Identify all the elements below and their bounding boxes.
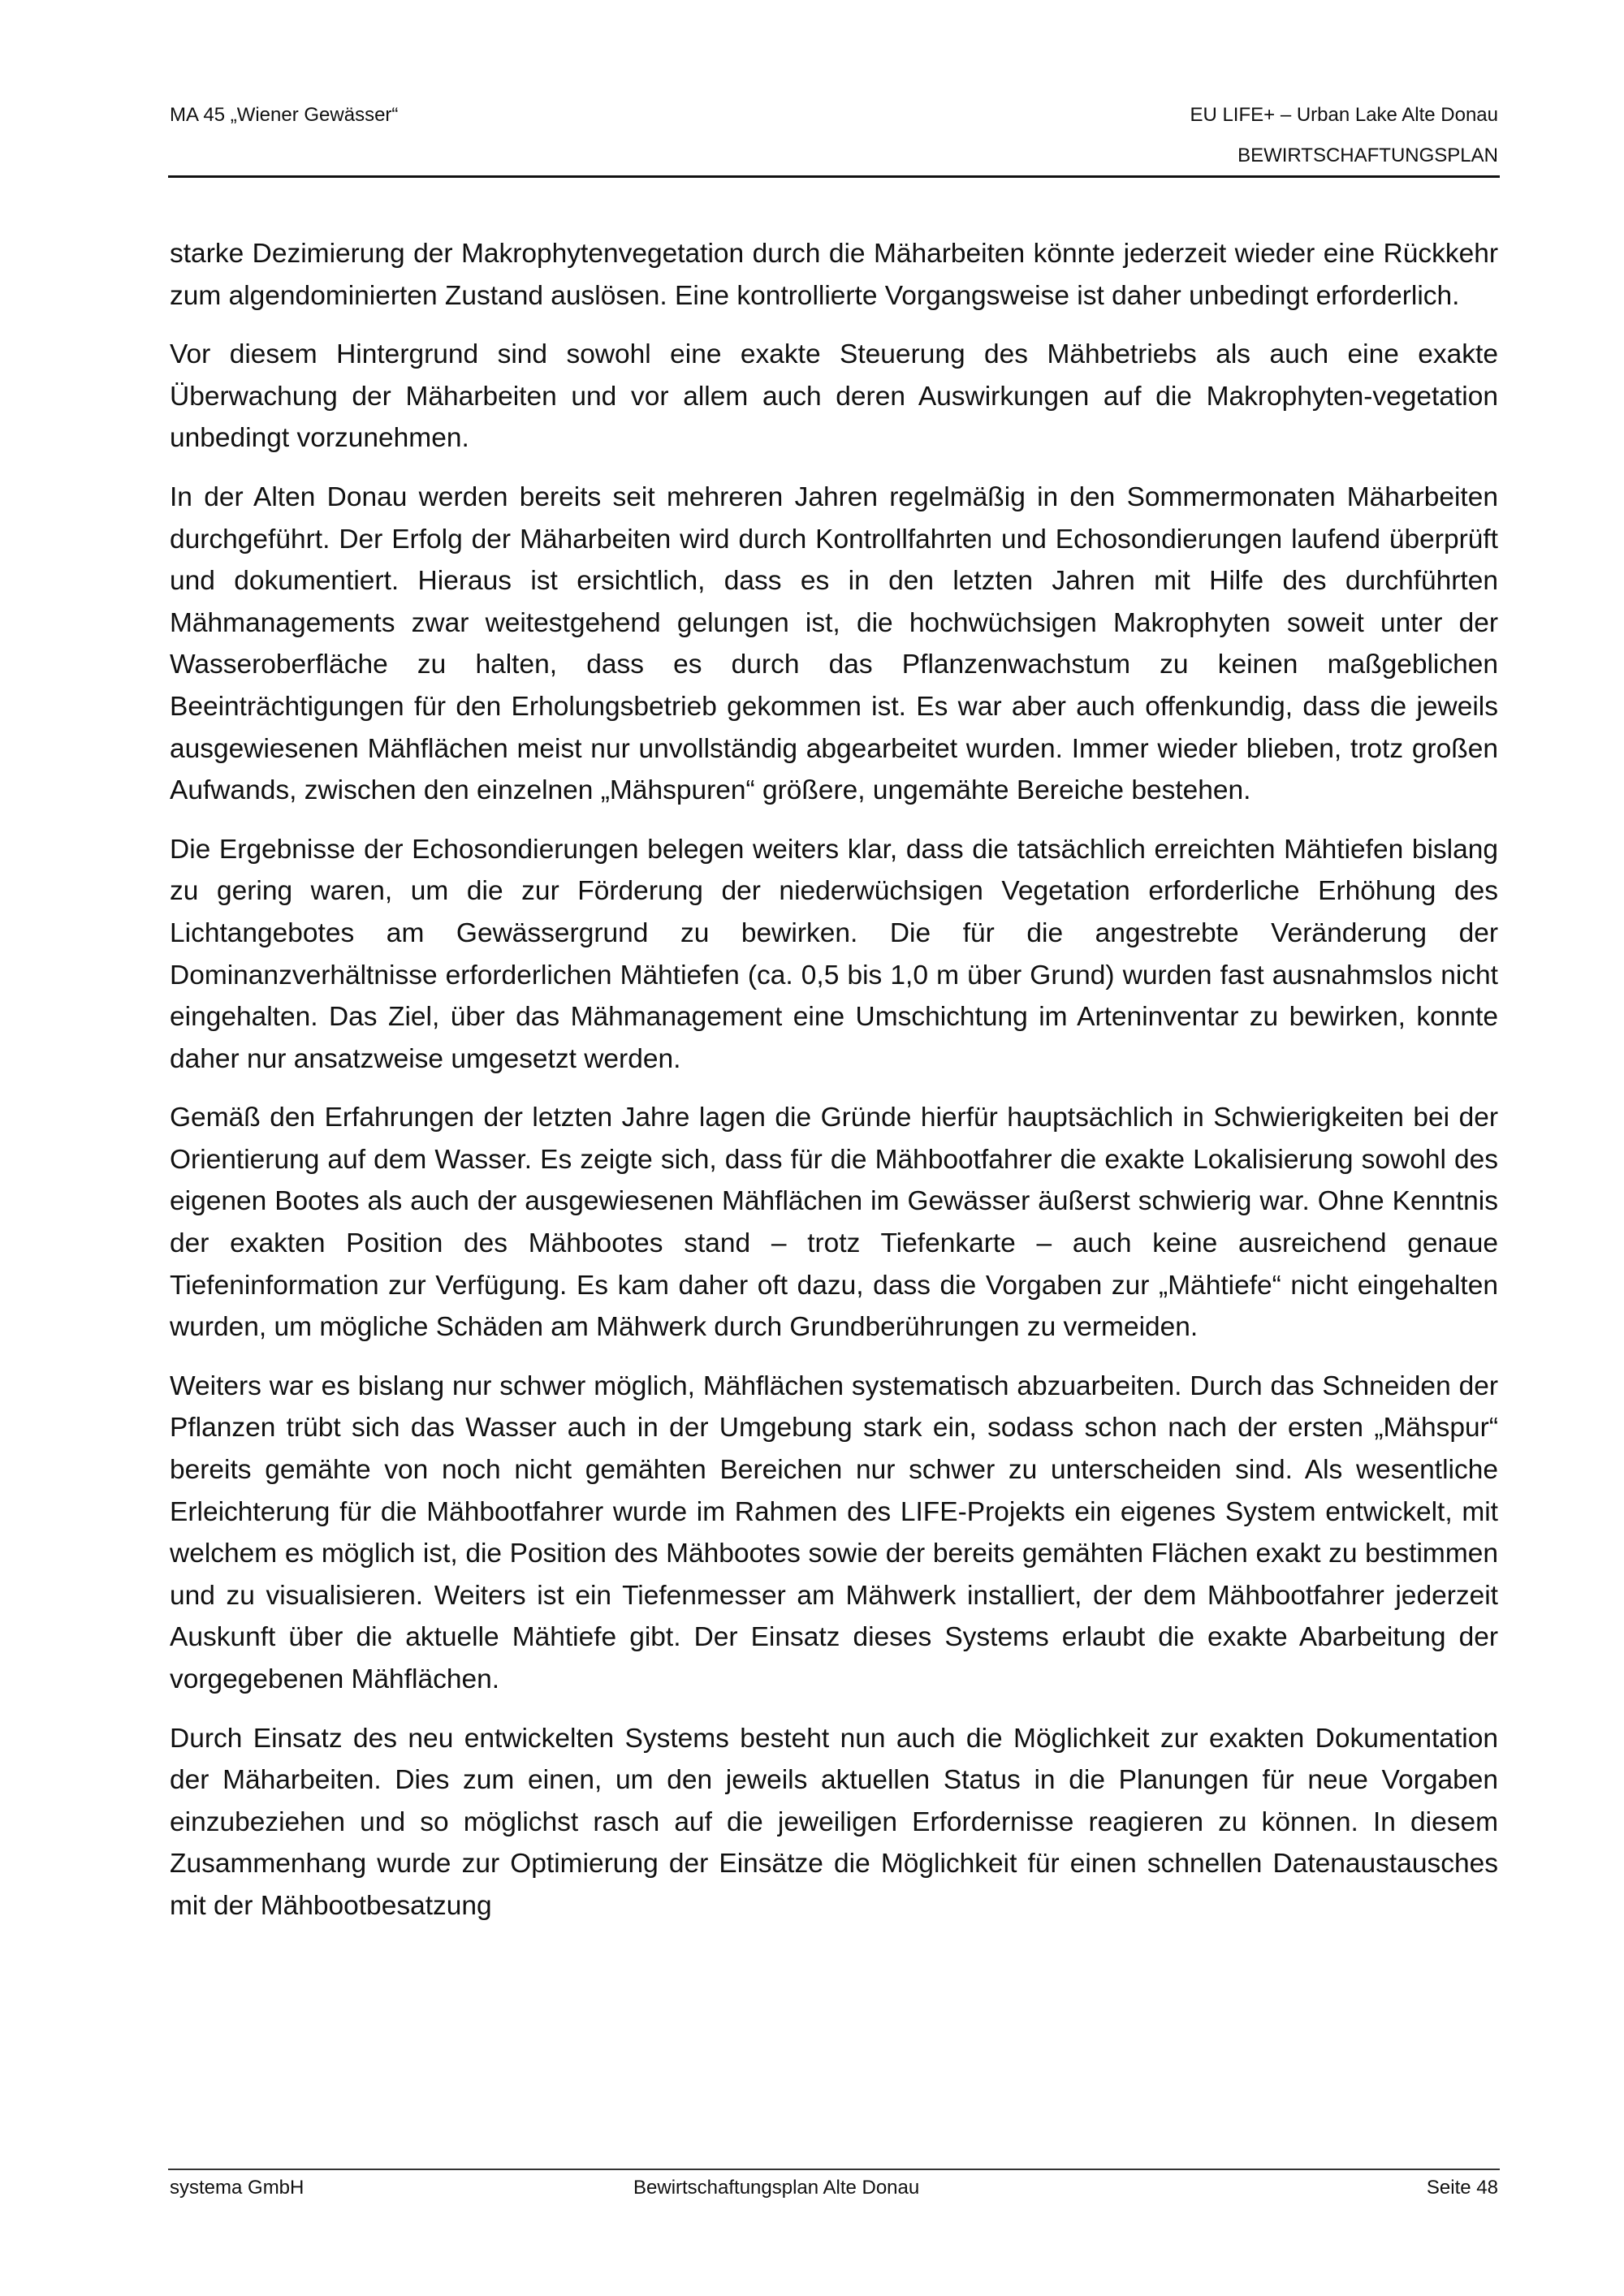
header-divider: [168, 175, 1500, 178]
paragraph: Durch Einsatz des neu entwickelten Systems besteht nun auch die Möglichkeit zur exakten Dokumentation der Mäharbeiten. Dies zum einen, um den jeweils aktuellen Status in die Planungen für neue Vorgaben einzubeziehen und so möglichst rasch auf die jeweiligen Erfordernisse reagieren zu können. In diesem Zusammenhang wurde zur Optimierung der Einsätze die Möglichkeit für einen schnellen Datenaustausches mit der Mähbootbesatzung: [170, 1723, 1498, 1921]
header-project: EU LIFE+ – Urban Lake Alte Donau: [1190, 104, 1498, 126]
header-document-type: BEWIRTSCHAFTUNGSPLAN: [1237, 145, 1498, 166]
paragraph: Die Ergebnisse der Echosondierungen belegen weiters klar, dass die tatsächlich erreichten Mähtiefen bislang zu gering waren, um die zur Förderung der niederwüchsigen Vegetation erforderliche Erhöhung des Lichtangebotes am Gewässergrund zu bewirken. Die für die angestrebte Veränderung der Dominanzverhältnisse erforderlichen Mähtiefen (ca. 0,5 bis 1,0 m über Grund) wurden fast ausnahmslos nicht eingehalten. Das Ziel, über das Mähmanagement eine Umschichtung im Arteninventar zu bewirken, konnte daher nur ansatzweise umgesetzt werden.: [170, 834, 1498, 1074]
paragraph: Weiters war es bislang nur schwer möglich, Mähflächen systematisch abzuarbeiten. Durch das Schneiden der Pflanzen trübt sich das Wasser auch in der Umgebung stark ein, sodass schon nach der ersten „Mähspur“ bereits gemähte von noch nicht gemähten Bereichen nur schwer zu unterscheiden sind. Als wesentliche Erleichterung für die Mähbootfahrer wurde im Rahmen des LIFE-Projekts ein eigenes System entwickelt, mit welchem es möglich ist, die Position des Mähbootes sowie der bereits gemähten Flächen exakt zu bestimmen und zu visualisieren. Weiters ist ein Tiefenmesser am Mähwerk installiert, der dem Mähbootfahrer jederzeit Auskunft über die aktuelle Mähtiefe gibt. Der Einsatz dieses Systems erlaubt die exakte Abarbeitung der vorgegebenen Mähflächen.: [170, 1370, 1498, 1694]
header-organization: MA 45 „Wiener Gewässer“: [170, 104, 399, 126]
body-text: [170, 233, 1498, 1944]
paragraph: Vor diesem Hintergrund sind sowohl eine exakte Steuerung des Mähbetriebs als auch eine exakte Überwachung der Mäharbeiten und vor allem auch deren Auswirkungen auf die Makrophyten-vegetation unbedingt vorzunehmen.: [170, 339, 1498, 454]
paragraph: starke Dezimierung der Makrophytenvegetation durch die Mäharbeiten könnte jederzeit wieder eine Rückkehr zum algendominierten Zustand auslösen. Eine kontrollierte Vorgangsweise ist daher unbedingt erforderlich.: [170, 239, 1498, 311]
paragraph: In der Alten Donau werden bereits seit mehreren Jahren regelmäßig in den Sommermonaten Mäharbeiten durchgeführt. Der Erfolg der Mäharbeiten wird durch Kontrollfahrten und Echosondierungen laufend überprüft und dokumentiert. Hieraus ist ersichtlich, dass es in den letzten Jahren mit Hilfe des durchführten Mähmanagements zwar weitestgehend gelungen ist, die hochwüchsigen Makrophyten soweit unter der Wasseroberfläche zu halten, dass es durch das Pflanzenwachstum zu keinen maßgeblichen Beeinträchtigungen für den Erholungsbetrieb gekommen ist. Es war aber auch offenkundig, dass die jeweils ausgewiesenen Mähflächen meist nur unvollständig abgearbeitet wurden. Immer wieder blieben, trotz großen Aufwands, zwischen den einzelnen „Mähspuren“ größere, ungemähte Bereiche bestehen.: [170, 481, 1498, 806]
footer-divider: [168, 2169, 1500, 2170]
paragraph: Gemäß den Erfahrungen der letzten Jahre lagen die Gründe hierfür hauptsächlich in Schwierigkeiten bei der Orientierung auf dem Wasser. Es zeigte sich, dass für die Mähbootfahrer die exakte Lokalisierung sowohl des eigenen Bootes als auch der ausgewiesenen Mähflächen im Gewässer äußerst schwierig war. Ohne Kenntnis der exakten Position des Mähbootes stand – trotz Tiefenkarte – auch keine ausreichend genaue Tiefeninformation zur Verfügung. Es kam daher oft dazu, dass die Vorgaben zur „Mähtiefe“ nicht eingehalten wurden, um mögliche Schäden am Mähwerk durch Grundberührungen zu vermeiden.: [170, 1103, 1498, 1343]
footer-document-title: Bewirtschaftungsplan Alte Donau: [633, 2177, 920, 2199]
footer-company: systema GmbH: [170, 2177, 304, 2199]
footer-page-number: Seite 48: [1426, 2177, 1498, 2199]
